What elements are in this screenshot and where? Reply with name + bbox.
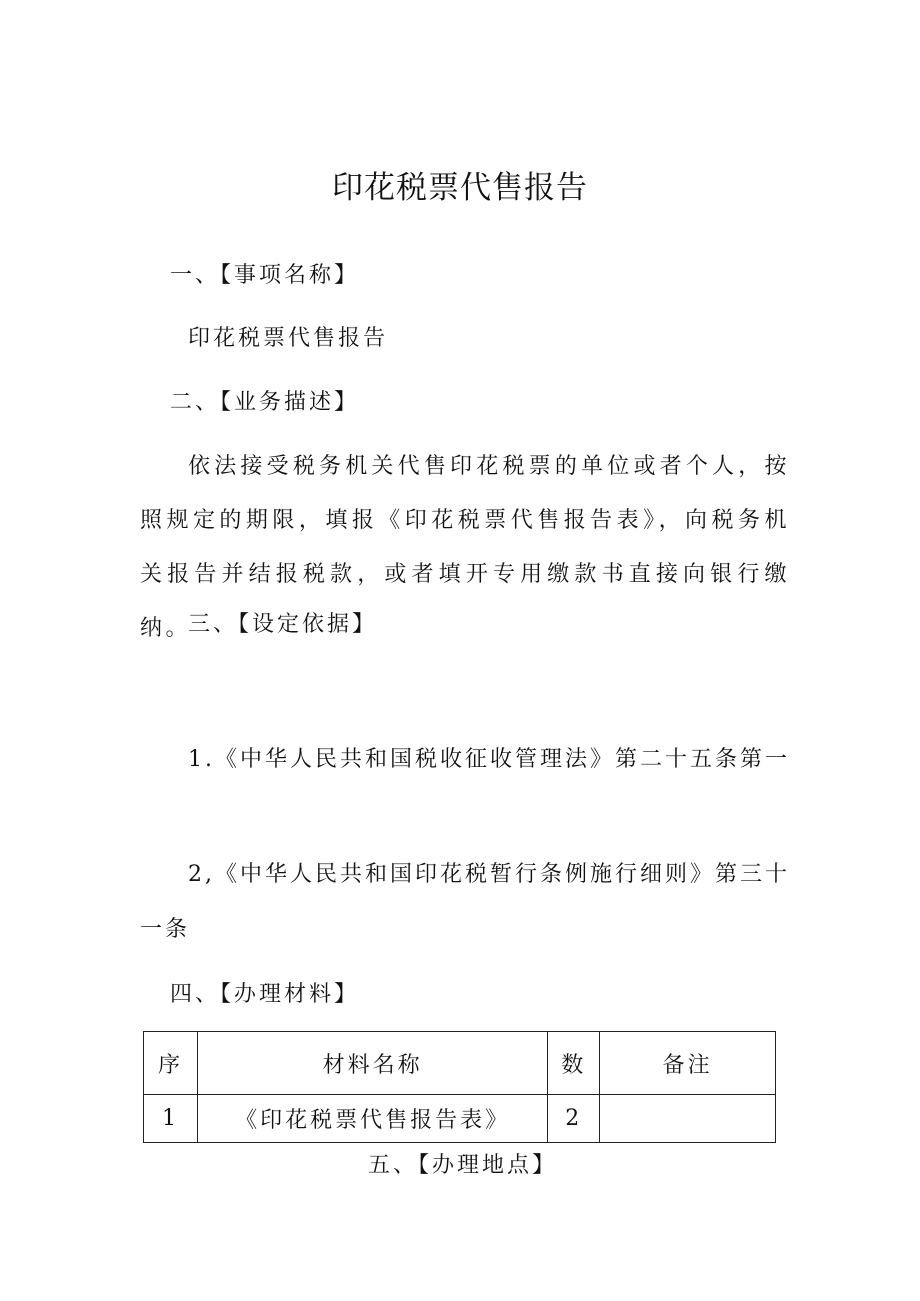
cell-quantity: 2 xyxy=(548,1095,600,1143)
section-1-heading: 一、【事项名称】 xyxy=(170,263,360,288)
basis-item-2: 2,《中华人民共和国印花税暂行条例施行细则》第三十 xyxy=(188,862,790,887)
table-header-row xyxy=(144,1032,776,1095)
header-index: 序 xyxy=(144,1032,198,1095)
basis-item-1: 1.《中华人民共和国税收征收管理法》第二十五条第一 xyxy=(188,747,790,772)
table-row xyxy=(144,1095,776,1143)
cell-material-name: 《印花税票代售报告表》 xyxy=(197,1095,547,1143)
header-quantity: 数 xyxy=(548,1032,600,1095)
basis-item-2-continued: 一条 xyxy=(140,917,191,942)
section-2-heading: 二、【业务描述】 xyxy=(170,390,360,415)
section-3-heading: 三、【设定依据】 xyxy=(188,612,378,637)
document-title: 印花税票代售报告 xyxy=(332,170,588,206)
header-material-name: 材料名称 xyxy=(197,1032,547,1095)
header-remarks: 备注 xyxy=(600,1032,776,1095)
cell-remarks xyxy=(600,1095,776,1143)
cell-index: 1 xyxy=(144,1095,198,1143)
section-1-text: 印花税票代售报告 xyxy=(188,326,389,351)
materials-table xyxy=(143,1031,776,1143)
section-2-text: 依法接受税务机关代售印花税票的单位或者个人，按照规定的期限，填报《印花税票代售报告表》，向税务机关报告并结报税款，或者填开专用缴款书直接向银行缴纳。 xyxy=(140,454,790,641)
section-4-heading: 四、【办理材料】 xyxy=(170,982,360,1007)
section-5-heading: 五、【办理地点】 xyxy=(368,1153,558,1178)
